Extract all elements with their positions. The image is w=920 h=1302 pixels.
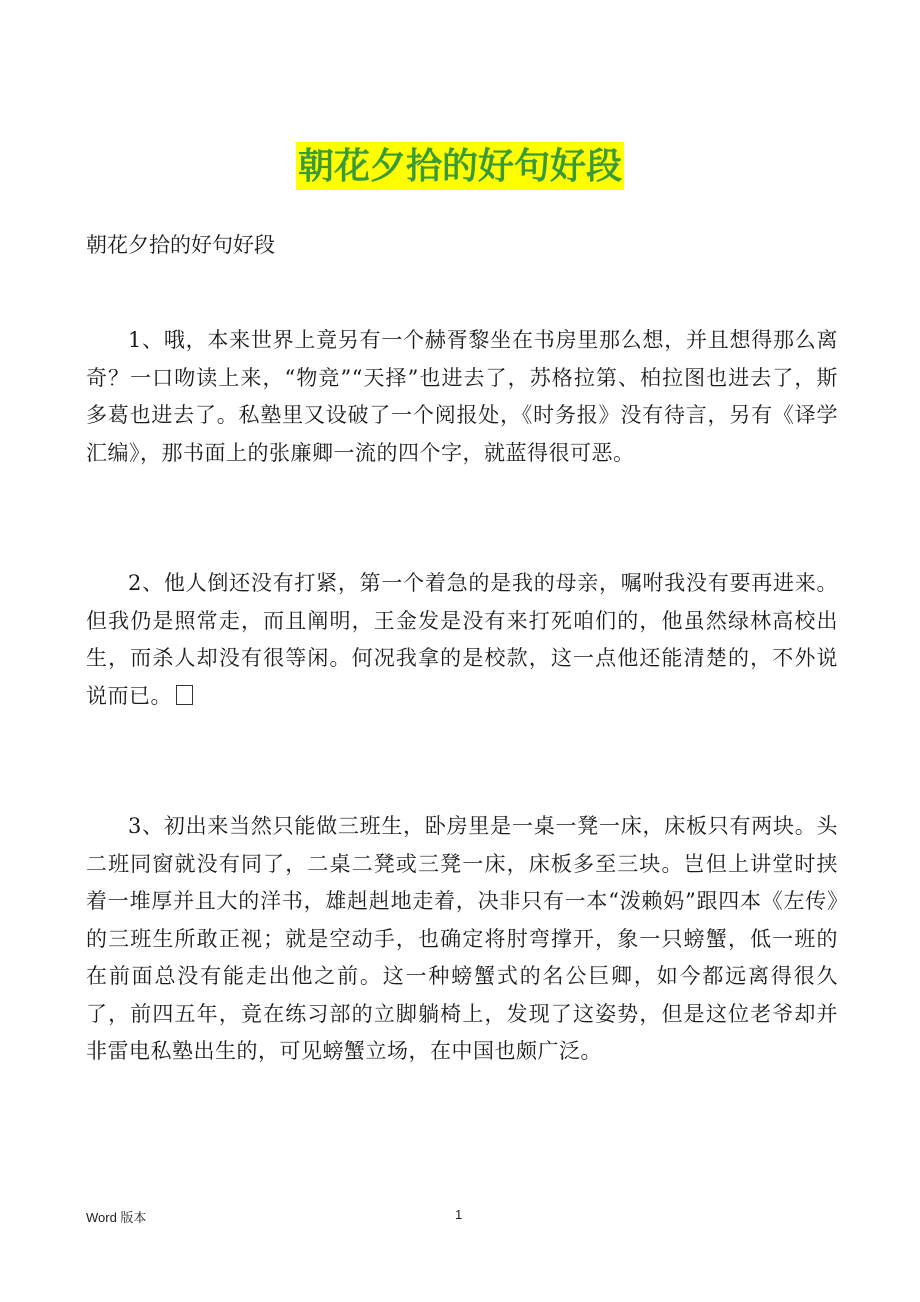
paragraph-2-text: 2、他人倒还没有打紧，第一个着急的是我的母亲，嘱咐我没有要再进来。但我仍是照常走，而且阐明，王金发是没有来打死咱们的，他虽然绿林高校出生，而杀人却没有很等闲。何况我拿的是校款，这一点他还能清楚的，不外说说而已。 [86,571,838,708]
paragraph-3: 3、初出来当然只能做三班生，卧房里是一桌一凳一床，床板只有两块。头二班同窗就没有同了，二桌二凳或三凳一床，床板多至三块。岂但上讲堂时挟着一堆厚并且大的洋书，雄赳赳地走着，决非只有一本“泼赖妈”跟四本《左传》的三班生所敢正视；就是空动手，也确定将肘弯撑开，象一只螃蟹，低一班的在前面总没有能走出他之前。这一种螃蟹式的名公巨卿，如今都远离得很久了，前四五年，竟在练习部的立脚躺椅上，发现了这姿势，但是这位老爷却并非雷电私塾出生的，可见螃蟹立场，在中国也颇广泛。 [86,814,838,1063]
paragraph-1: 1、哦，本来世界上竟另有一个赫胥黎坐在书房里那么想，并且想得那么离奇？一口吻读上来，“物竞”“天择”也进去了，苏格拉第、柏拉图也进去了，斯多葛也进去了。私塾里又设破了一个阅报处，《时务报》没有待言，另有《译学汇编》，那书面上的张廉卿一流的四个字，就蓝得很可恶。 [86,328,838,465]
missing-glyph-box-icon [176,685,193,705]
paragraph-2 [86,565,838,715]
title-container [0,142,920,190]
document-subtitle: 朝花夕拾的好句好段 [86,233,275,257]
page-number: 1 [455,1207,463,1222]
document-title: 朝花夕拾的好句好段 [296,142,624,190]
footer-label: Word 版本 [86,1210,147,1225]
